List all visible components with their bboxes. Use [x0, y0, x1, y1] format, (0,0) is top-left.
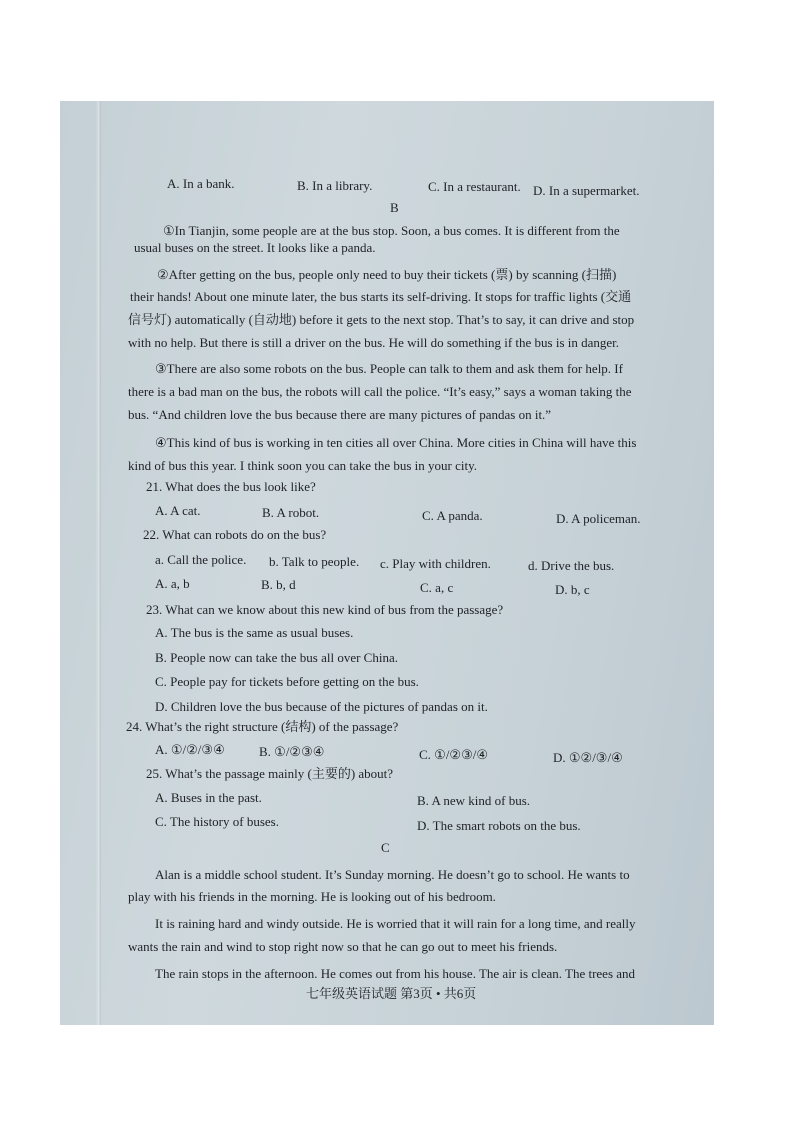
passage-b-line: 信号灯) automatically (自动地) before it gets to the next stop. That’s to say, it can drive and stop: [128, 312, 635, 327]
passage-b-line: usual buses on the street. It looks like a panda.: [134, 240, 376, 255]
q24-option-b: B. ①/②③④: [259, 744, 325, 759]
q24-option-a: A. ①/②/③④: [155, 742, 225, 757]
q25-option-c: C. The history of buses.: [155, 814, 279, 829]
passage-b-line: ②After getting on the bus, people only need to buy their tickets (票) by scanning (扫描): [157, 267, 617, 282]
passage-b-line: ③There are also some robots on the bus. People can talk to them and ask them for help. If: [155, 361, 623, 376]
question-22-stem: 22. What can robots do on the bus?: [143, 527, 327, 542]
question-25-stem: 25. What’s the passage mainly (主要的) about?: [146, 766, 394, 781]
passage-b-line: kind of bus this year. I think soon you can take the bus in your city.: [128, 458, 478, 473]
q23-option-d: D. Children love the bus because of the pictures of pandas on it.: [155, 699, 488, 714]
q20-option-c: C. In a restaurant.: [428, 179, 521, 194]
q21-option-d: D. A policeman.: [556, 511, 641, 526]
question-24-stem: 24. What’s the right structure (结构) of the passage?: [126, 719, 399, 734]
passage-b-line: bus. “And children love the bus because there are many pictures of pandas on it.”: [128, 407, 552, 422]
passage-c-line: It is raining hard and windy outside. He is worried that it will rain for a long time, and really: [155, 916, 636, 931]
passage-b-line: their hands! About one minute later, the bus starts its self-driving. It stops for traffic lights (交通: [130, 289, 632, 304]
q22-option-d: D. b, c: [555, 582, 590, 597]
section-b-label: B: [390, 200, 399, 215]
q21-option-b: B. A robot.: [262, 505, 320, 520]
q24-option-c: C. ①/②③/④: [419, 747, 489, 762]
passage-c-line: Alan is a middle school student. It’s Sunday morning. He doesn’t go to school. He wants to: [155, 867, 630, 882]
q20-option-d: D. In a supermarket.: [533, 183, 640, 198]
page-footer: 七年级英语试题 第3页 • 共6页: [306, 986, 477, 1001]
q22-option-b: B. b, d: [261, 577, 296, 592]
passage-c-line: wants the rain and wind to stop right now so that he can go out to meet his friends.: [128, 939, 558, 954]
passage-b-line: with no help. But there is still a driver on the bus. He will do something if the bus is in danger.: [128, 335, 620, 350]
q23-option-b: B. People now can take the bus all over China.: [155, 650, 398, 665]
q25-option-a: A. Buses in the past.: [155, 790, 262, 805]
q25-option-b: B. A new kind of bus.: [417, 793, 531, 808]
q21-option-a: A. A cat.: [155, 503, 201, 518]
q24-option-d: D. ①②/③/④: [553, 750, 623, 765]
q22-choice-b: b. Talk to people.: [269, 554, 360, 569]
q22-choice-d: d. Drive the bus.: [528, 558, 615, 573]
passage-b-line: there is a bad man on the bus, the robots will call the police. “It’s easy,” says a woman taking the: [128, 384, 632, 399]
passage-c-line: The rain stops in the afternoon. He comes out from his house. The air is clean. The trees and: [155, 966, 636, 981]
question-23-stem: 23. What can we know about this new kind of bus from the passage?: [146, 602, 504, 617]
q21-option-c: C. A panda.: [422, 508, 483, 523]
section-c-label: C: [381, 840, 390, 855]
exam-page-photo: [60, 101, 714, 1025]
q20-option-b: B. In a library.: [297, 178, 373, 193]
q20-option-a: A. In a bank.: [167, 176, 235, 191]
passage-b-line: ④This kind of bus is working in ten cities all over China. More cities in China will have this: [155, 435, 637, 450]
paper-fold-crease: [96, 101, 101, 1025]
question-21-stem: 21. What does the bus look like?: [146, 479, 316, 494]
passage-b-line: ①In Tianjin, some people are at the bus stop. Soon, a bus comes. It is different from the: [163, 223, 620, 238]
q22-option-a: A. a, b: [155, 576, 190, 591]
q23-option-c: C. People pay for tickets before getting on the bus.: [155, 674, 419, 689]
q22-choice-c: c. Play with children.: [380, 556, 491, 571]
q23-option-a: A. The bus is the same as usual buses.: [155, 625, 354, 640]
q22-option-c: C. a, c: [420, 580, 454, 595]
q22-choice-a: a. Call the police.: [155, 552, 247, 567]
passage-c-line: play with his friends in the morning. He is looking out of his bedroom.: [128, 889, 496, 904]
q25-option-d: D. The smart robots on the bus.: [417, 818, 581, 833]
